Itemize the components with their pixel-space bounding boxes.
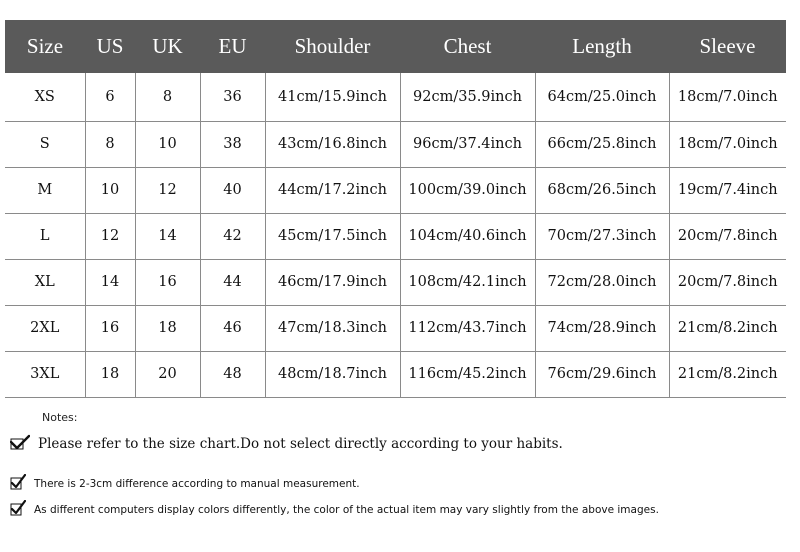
cell-shoulder: 43cm/16.8inch bbox=[265, 121, 400, 167]
cell-shoulder: 41cm/15.9inch bbox=[265, 73, 400, 121]
cell-length: 66cm/25.8inch bbox=[535, 121, 669, 167]
note-text: There is 2-3cm difference according to manual measurement. bbox=[34, 477, 360, 490]
cell-size: 2XL bbox=[5, 305, 85, 351]
cell-us: 18 bbox=[85, 351, 135, 397]
table-row bbox=[5, 121, 786, 167]
checkmark-icon bbox=[10, 500, 26, 519]
table-row bbox=[5, 73, 786, 121]
cell-chest: 108cm/42.1inch bbox=[400, 259, 535, 305]
cell-uk: 20 bbox=[135, 351, 200, 397]
cell-length: 68cm/26.5inch bbox=[535, 167, 669, 213]
cell-eu: 40 bbox=[200, 167, 265, 213]
cell-eu: 46 bbox=[200, 305, 265, 351]
cell-sleeve: 21cm/8.2inch bbox=[669, 351, 786, 397]
header-length: Length bbox=[535, 20, 669, 73]
cell-uk: 16 bbox=[135, 259, 200, 305]
header-shoulder: Shoulder bbox=[265, 20, 400, 73]
cell-shoulder: 48cm/18.7inch bbox=[265, 351, 400, 397]
cell-uk: 12 bbox=[135, 167, 200, 213]
header-chest: Chest bbox=[400, 20, 535, 73]
table-header-row bbox=[5, 20, 786, 73]
note-item bbox=[10, 434, 563, 454]
cell-uk: 14 bbox=[135, 213, 200, 259]
cell-length: 76cm/29.6inch bbox=[535, 351, 669, 397]
notes-title: Notes: bbox=[42, 411, 78, 424]
table-row bbox=[5, 213, 786, 259]
cell-size: XS bbox=[5, 73, 85, 121]
table-row bbox=[5, 351, 786, 397]
cell-shoulder: 47cm/18.3inch bbox=[265, 305, 400, 351]
cell-shoulder: 46cm/17.9inch bbox=[265, 259, 400, 305]
cell-chest: 104cm/40.6inch bbox=[400, 213, 535, 259]
cell-chest: 100cm/39.0inch bbox=[400, 167, 535, 213]
cell-chest: 96cm/37.4inch bbox=[400, 121, 535, 167]
cell-us: 10 bbox=[85, 167, 135, 213]
cell-size: XL bbox=[5, 259, 85, 305]
header-sleeve: Sleeve bbox=[669, 20, 786, 73]
cell-uk: 18 bbox=[135, 305, 200, 351]
cell-us: 8 bbox=[85, 121, 135, 167]
cell-size: L bbox=[5, 213, 85, 259]
cell-sleeve: 19cm/7.4inch bbox=[669, 167, 786, 213]
cell-eu: 44 bbox=[200, 259, 265, 305]
cell-length: 70cm/27.3inch bbox=[535, 213, 669, 259]
checkmark-icon bbox=[10, 434, 30, 454]
cell-eu: 48 bbox=[200, 351, 265, 397]
header-us: US bbox=[85, 20, 135, 73]
cell-eu: 42 bbox=[200, 213, 265, 259]
cell-uk: 8 bbox=[135, 73, 200, 121]
cell-sleeve: 20cm/7.8inch bbox=[669, 213, 786, 259]
cell-length: 74cm/28.9inch bbox=[535, 305, 669, 351]
size-chart-table bbox=[5, 20, 786, 398]
cell-chest: 92cm/35.9inch bbox=[400, 73, 535, 121]
cell-shoulder: 45cm/17.5inch bbox=[265, 213, 400, 259]
cell-uk: 10 bbox=[135, 121, 200, 167]
cell-us: 12 bbox=[85, 213, 135, 259]
cell-us: 16 bbox=[85, 305, 135, 351]
note-item bbox=[10, 474, 360, 493]
cell-eu: 38 bbox=[200, 121, 265, 167]
cell-chest: 116cm/45.2inch bbox=[400, 351, 535, 397]
cell-sleeve: 21cm/8.2inch bbox=[669, 305, 786, 351]
cell-sleeve: 20cm/7.8inch bbox=[669, 259, 786, 305]
cell-size: 3XL bbox=[5, 351, 85, 397]
cell-size: S bbox=[5, 121, 85, 167]
cell-shoulder: 44cm/17.2inch bbox=[265, 167, 400, 213]
table-row bbox=[5, 167, 786, 213]
header-uk: UK bbox=[135, 20, 200, 73]
table-row bbox=[5, 305, 786, 351]
cell-eu: 36 bbox=[200, 73, 265, 121]
note-item bbox=[10, 500, 659, 519]
cell-sleeve: 18cm/7.0inch bbox=[669, 121, 786, 167]
header-eu: EU bbox=[200, 20, 265, 73]
table-row bbox=[5, 259, 786, 305]
checkmark-icon bbox=[10, 474, 26, 493]
cell-size: M bbox=[5, 167, 85, 213]
header-size: Size bbox=[5, 20, 85, 73]
note-text: Please refer to the size chart.Do not select directly according to your habits. bbox=[38, 436, 563, 452]
cell-length: 64cm/25.0inch bbox=[535, 73, 669, 121]
cell-chest: 112cm/43.7inch bbox=[400, 305, 535, 351]
cell-sleeve: 18cm/7.0inch bbox=[669, 73, 786, 121]
note-text: As different computers display colors differently, the color of the actual item may vary slightly from the above images. bbox=[34, 503, 659, 516]
cell-us: 14 bbox=[85, 259, 135, 305]
cell-us: 6 bbox=[85, 73, 135, 121]
cell-length: 72cm/28.0inch bbox=[535, 259, 669, 305]
